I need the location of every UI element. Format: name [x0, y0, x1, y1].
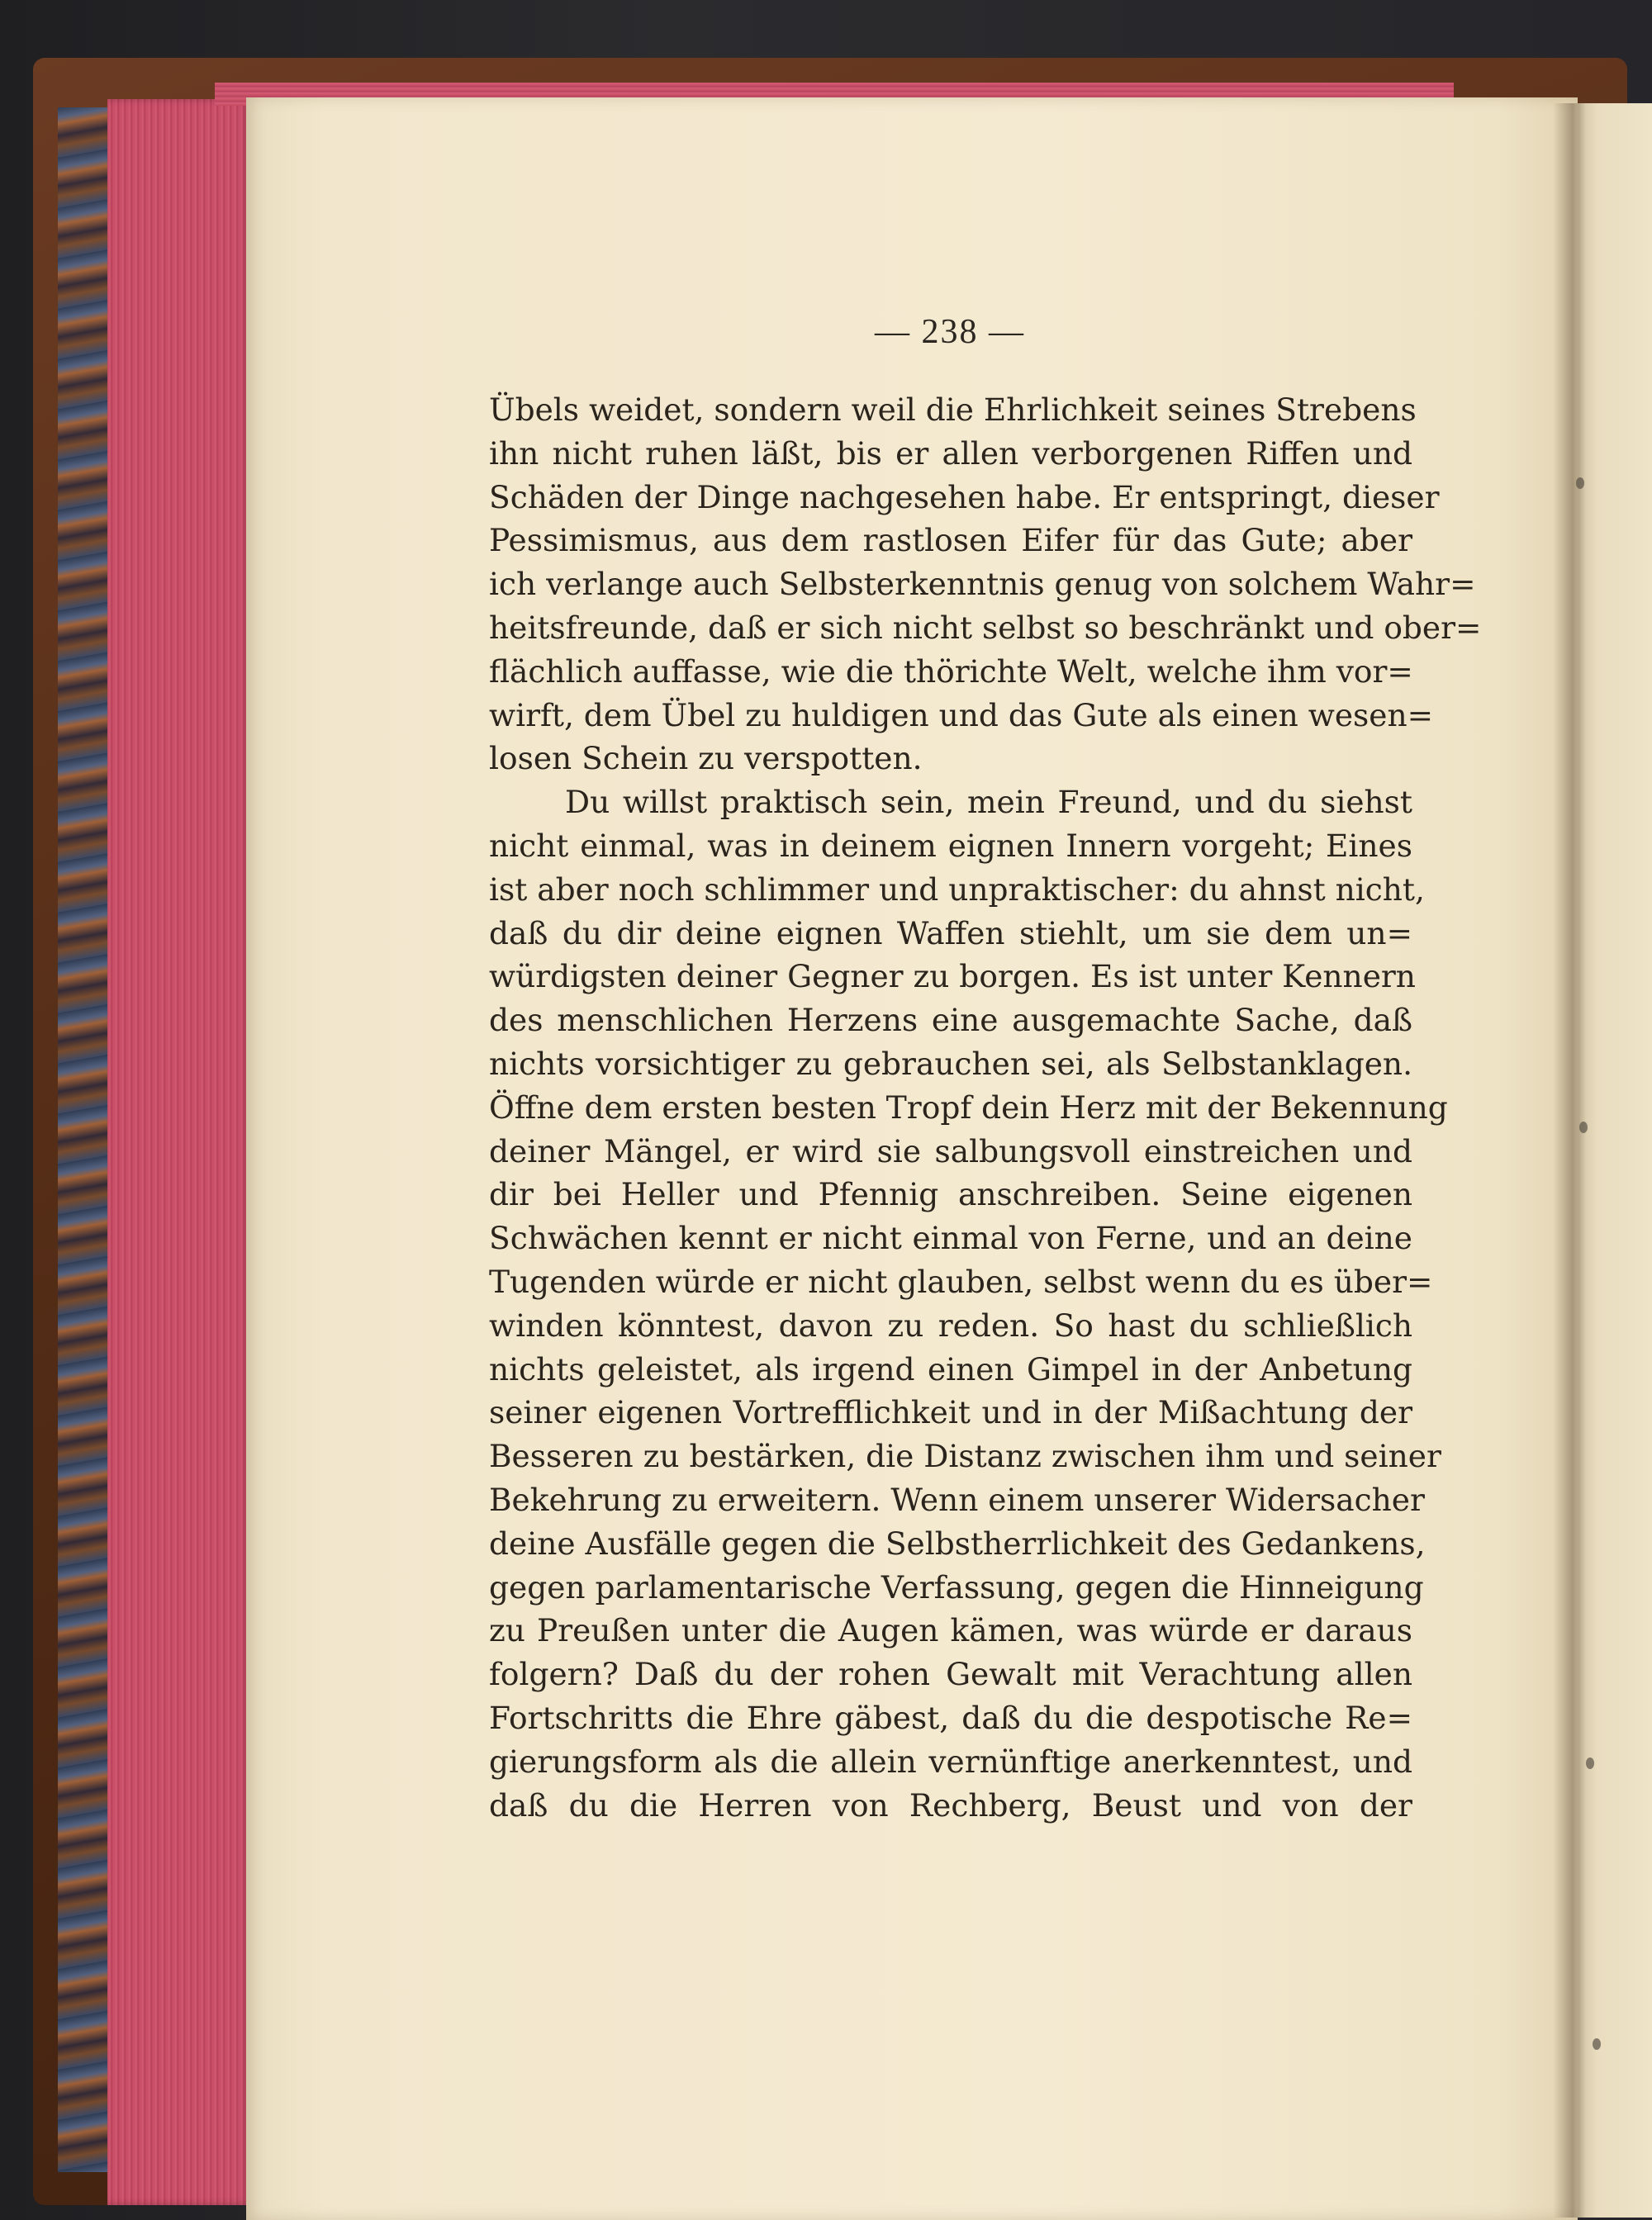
- text-line: Bekehrung zu erweitern. Wenn einem unserer Widersacher: [489, 1481, 1425, 1518]
- text-line: nichts geleistet, als irgend einen Gimpel in der Anbetung: [489, 1350, 1412, 1388]
- text-line: gegen parlamentarische Verfassung, gegen die Hinneigung: [489, 1568, 1424, 1606]
- text-line: ich verlange auch Selbsterkenntnis genug von solchem Wahr=: [489, 566, 1476, 603]
- text-line: Fortschritts die Ehre gäbest, daß du die despotische Re=: [489, 1699, 1412, 1736]
- text-line: Besseren zu bestärken, die Distanz zwischen ihm und seiner: [489, 1438, 1441, 1475]
- text-line: flächlich auffasse, wie die thörichte Welt, welche ihm vor=: [489, 652, 1413, 690]
- text-line: Pessimismus, aus dem rastlosen Eifer für das Gute; aber: [489, 522, 1412, 559]
- page-number: — 238 —: [875, 313, 1025, 351]
- paper-fleck: [1586, 1758, 1594, 1769]
- text-line: Übels weidet, sondern weil die Ehrlichkeit seines Strebens: [489, 391, 1417, 428]
- text-line: heitsfreunde, daß er sich nicht selbst so beschränkt und ober=: [489, 609, 1482, 646]
- text-line: des menschlichen Herzens eine ausgemachte Sache, daß: [489, 1002, 1412, 1039]
- text-line: zu Preußen unter die Augen kämen, was würde er daraus: [489, 1612, 1412, 1649]
- paper-fleck: [1593, 2038, 1601, 2050]
- text-line: nicht einmal, was in deinem eignen Innern vorgeht; Eines: [489, 827, 1412, 864]
- paper-fleck: [1576, 477, 1584, 489]
- gutter-shadow: [1553, 103, 1586, 2218]
- text-line: daß du die Herren von Rechberg, Beust und von der: [489, 1786, 1412, 1824]
- text-line: ist aber noch schlimmer und unpraktischer: du ahnst nicht,: [489, 870, 1425, 908]
- page-body-text: [489, 388, 1482, 1827]
- text-line: daß du dir deine eignen Waffen stiehlt, um sie dem un=: [489, 914, 1412, 951]
- text-line: gierungsform als die allein vernünftige anerkenntest, und: [489, 1743, 1412, 1780]
- text-line: Schäden der Dinge nachgesehen habe. Er entspringt, dieser: [489, 478, 1440, 515]
- page-edges-left: [107, 99, 252, 2205]
- text-line: ihn nicht ruhen läßt, bis er allen verborgenen Riffen und: [489, 434, 1412, 472]
- text-line: würdigsten deiner Gegner zu borgen. Es ist unter Kennern: [489, 958, 1416, 995]
- text-line: dir bei Heller und Pfennig anschreiben. Seine eigenen: [489, 1176, 1412, 1213]
- text-line: wirft, dem Übel zu huldigen und das Gute als einen wesen=: [489, 696, 1434, 733]
- text-line: folgern? Daß du der rohen Gewalt mit Verachtung allen: [489, 1656, 1412, 1693]
- text-line: deine Ausfälle gegen die Selbstherrlichkeit des Gedankens,: [489, 1525, 1426, 1562]
- text-line: losen Schein zu verspotten.: [489, 740, 923, 777]
- text-line: nichts vorsichtiger zu gebrauchen sei, als Selbstanklagen.: [489, 1045, 1412, 1082]
- text-line: winden könntest, davon zu reden. So hast du schließlich: [489, 1307, 1412, 1344]
- text-line: Du willst praktisch sein, mein Freund, und du siehst: [565, 784, 1412, 821]
- text-line: Öffne dem ersten besten Tropf dein Herz mit der Bekennung: [489, 1089, 1448, 1126]
- text-line: seiner eigenen Vortrefflichkeit und in der Mißachtung der: [489, 1394, 1412, 1431]
- text-line: deiner Mängel, er wird sie salbungsvoll einstreichen und: [489, 1132, 1412, 1169]
- paper-fleck: [1579, 1122, 1588, 1133]
- text-line: Tugenden würde er nicht glauben, selbst wenn du es über=: [489, 1263, 1433, 1300]
- text-line: Schwächen kennt er nicht einmal von Ferne, und an deine: [489, 1220, 1412, 1257]
